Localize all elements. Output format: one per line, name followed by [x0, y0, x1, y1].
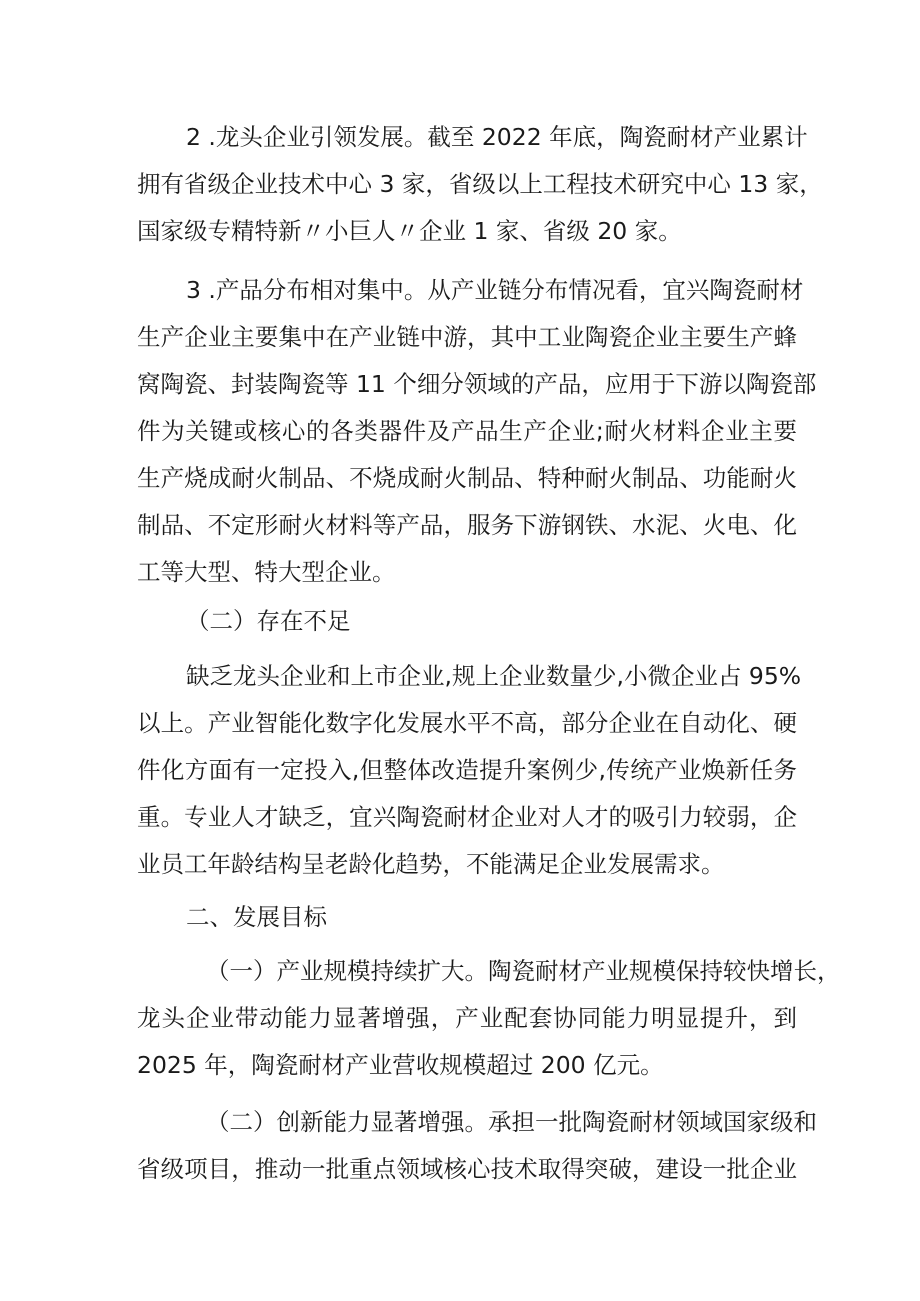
text-line: 重。专业人才缺乏，宜兴陶瓷耐材企业对人才的吸引力较弱，企 — [137, 803, 797, 831]
text-line: 省级项目，推动一批重点领域核心技术取得突破，建设一批企业 — [137, 1155, 797, 1183]
section-heading-shortcomings: （二）存在不足 — [186, 607, 351, 635]
text-line: 窝陶瓷、封装陶瓷等 11 个细分领域的产品，应用于下游以陶瓷部 — [137, 370, 817, 398]
text-line: 3 .产品分布相对集中。从产业链分布情况看，宜兴陶瓷耐材 — [186, 276, 804, 304]
text-line: 拥有省级企业技术中心 3 家，省级以上工程技术研究中心 13 家， — [137, 170, 823, 198]
section-heading-development-goals: 二、发展目标 — [186, 903, 327, 931]
text-line: 业员工年龄结构呈老龄化趋势，不能满足企业发展需求。 — [137, 850, 725, 878]
text-line: 制品、不定形耐火材料等产品，服务下游钢铁、水泥、火电、化 — [137, 511, 797, 539]
text-line: 2 .龙头企业引领发展。截至 2022 年底，陶瓷耐材产业累计 — [186, 123, 808, 151]
text-line: 生产烧成耐火制品、不烧成耐火制品、特种耐火制品、功能耐火 — [137, 464, 797, 492]
text-line: 缺乏龙头企业和上市企业,规上企业数量少,小微企业占 95% — [186, 662, 802, 690]
text-line: 件为关键或核心的各类器件及产品生产企业;耐火材料企业主要 — [137, 417, 797, 445]
text-line: 件化方面有一定投入,但整体改造提升案例少,传统产业焕新任务 — [137, 756, 797, 784]
text-line: 工等大型、特大型企业。 — [137, 558, 396, 586]
text-line: 2025 年，陶瓷耐材产业营收规模超过 200 亿元。 — [137, 1051, 664, 1079]
text-line: （二）创新能力显著增强。承担一批陶瓷耐材领域国家级和 — [206, 1108, 817, 1136]
text-line: 国家级专精特新〃小巨人〃企业 1 家、省级 20 家。 — [137, 217, 682, 245]
text-line: （一）产业规模持续扩大。陶瓷耐材产业规模保持较快增长， — [206, 957, 841, 985]
text-line: 以上。产业智能化数字化发展水平不高，部分企业在自动化、硬 — [137, 709, 797, 737]
text-line: 龙头企业带动能力显著增强，产业配套协同能力明显提升，到 — [137, 1004, 797, 1032]
text-line: 生产企业主要集中在产业链中游，其中工业陶瓷企业主要生产蜂 — [137, 323, 797, 351]
